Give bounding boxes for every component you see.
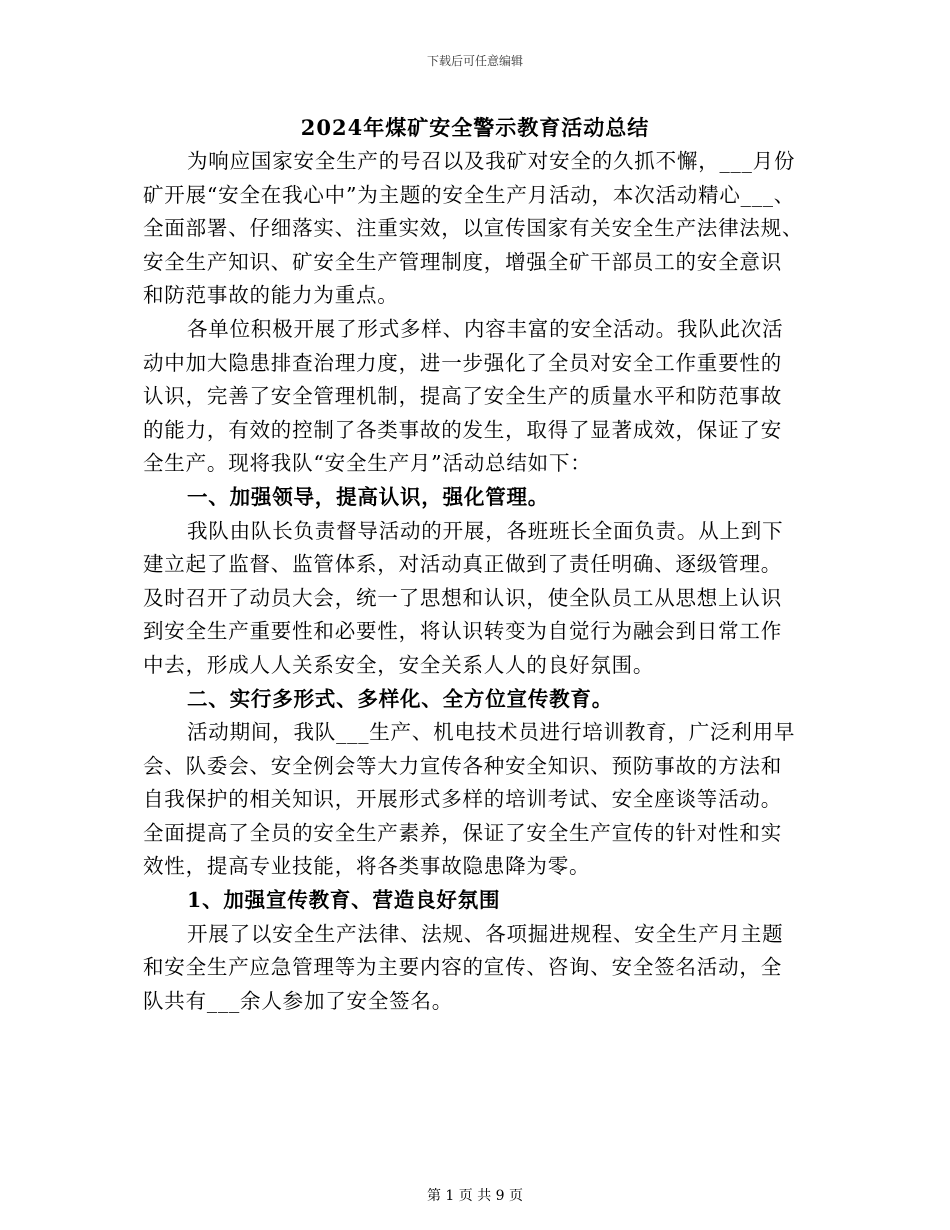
page-header: 下载后可任意编辑: [426, 54, 523, 68]
document-title: 2024年煤矿安全警示教育活动总结: [300, 115, 650, 140]
section-heading: 一、加强领导，提高认识，强化管理。: [187, 484, 550, 509]
body-line: 动中加大隐患排查治理力度，进一步强化了全员对安全工作重要性的: [143, 350, 782, 375]
body-line: 的能力，有效的控制了各类事故的发生，取得了显著成效，保证了安: [143, 417, 782, 442]
section-heading: 二、实行多形式、多样化、全方位宣传教育。: [187, 686, 613, 711]
body-line: 为响应国家安全生产的号召以及我矿对安全的久抓不懈，___月份: [187, 149, 796, 173]
body-line: 安全生产知识、矿安全生产管理制度，增强全矿干部员工的安全意识: [143, 249, 782, 274]
body-line: 会、队委会、安全例会等大力宣传各种安全知识、预防事故的方法和: [143, 753, 782, 778]
subsection-heading: 1、加强宣传教育、营造良好氛围: [187, 888, 501, 913]
body-line: 全生产。现将我队“安全生产月”活动总结如下：: [143, 451, 592, 476]
body-line: 活动期间，我队___生产、机电技术员进行培训教育，广泛利用早: [187, 720, 796, 745]
body-line: 中去，形成人人关系安全，安全关系人人的良好氛围。: [143, 652, 655, 677]
body-line: 全面部署、仔细落实、注重实效，以宣传国家有关安全生产法律法规、: [143, 216, 804, 241]
body-line: 我队由队长负责督导活动的开展，各班班长全面负责。从上到下: [187, 518, 784, 543]
page-footer: 第 1 页 共 9 页: [426, 1188, 524, 1204]
body-line: 认识，完善了安全管理机制，提高了安全生产的质量水平和防范事故: [143, 384, 782, 409]
body-line: 各单位积极开展了形式多样、内容丰富的安全活动。我队此次活: [187, 316, 784, 341]
body-line: 矿开展“安全在我心中”为主题的安全生产月活动，本次活动精心___、: [143, 182, 796, 207]
document-body: [143, 145, 823, 1018]
body-line: 自我保护的相关知识，开展形式多样的培训考试、安全座谈等活动。: [143, 787, 782, 812]
body-line: 开展了以安全生产法律、法规、各项掘进规程、安全生产月主题: [187, 921, 784, 946]
body-line: 到安全生产重要性和必要性，将认识转变为自觉行为融会到日常工作: [143, 619, 782, 644]
body-line: 全面提高了全员的安全生产素养，保证了安全生产宣传的针对性和实: [143, 820, 782, 845]
body-line: 和防范事故的能力为重点。: [143, 283, 399, 308]
body-line: 建立起了监督、监管体系，对活动真正做到了责任明确、逐级管理。: [143, 552, 782, 577]
body-line: 和安全生产应急管理等为主要内容的宣传、咨询、安全签名活动，全: [143, 955, 782, 980]
body-line: 队共有___余人参加了安全签名。: [143, 988, 454, 1013]
body-line: 及时召开了动员大会，统一了思想和认识，使全队员工从思想上认识: [143, 585, 782, 610]
body-line: 效性，提高专业技能，将各类事故隐患降为零。: [143, 854, 591, 879]
